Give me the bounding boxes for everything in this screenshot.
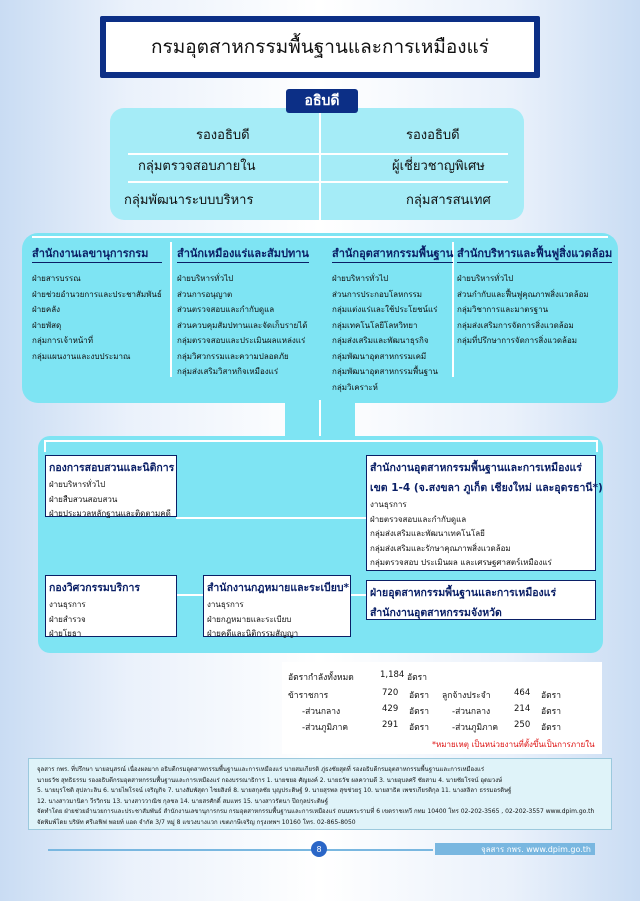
left-drop [44, 440, 46, 452]
list-item: ฝ่ายคลัง [32, 305, 61, 314]
list-item: กลุ่มส่งเสริมวิสาหกิจเหมืองแร่ [177, 367, 279, 376]
bureau-mining-list [177, 271, 309, 380]
bureau-secretary-list [32, 271, 162, 364]
regional-unit: อัตรา [409, 723, 429, 733]
list-item: งานธุรการ [49, 600, 86, 609]
provincial-line-2: สำนักงานอุตสาหกรรมจังหวัด [370, 607, 502, 619]
list-item: ฝ่ายโยธา [49, 629, 82, 638]
civil-label: ข้าราชการ [288, 691, 329, 701]
page-number: 8 [311, 841, 327, 857]
engineering-list [49, 598, 173, 642]
total-label: อัตรากำลังทั้งหมด [288, 673, 354, 683]
list-item: ฝ่ายพัสดุ [32, 320, 62, 330]
title-frame [100, 16, 540, 78]
central-unit: อัตรา [409, 707, 429, 717]
list-item: ส่วนกำกับและฟื้นฟูคุณภาพสิ่งแวดล้อม [457, 289, 589, 299]
list-item: กลุ่มแต่งแร่และใช้ประโยชน์แร่ [332, 305, 438, 314]
footnote: *หมายเหตุ เป็นหน่วยงานที่ตั้งขึ้นเป็นการภายใน [432, 740, 595, 749]
emp-regional-unit: อัตรา [541, 723, 561, 733]
list-item: ฝ่ายบริหารทั่วไป [49, 480, 106, 489]
total-unit: อัตรา [407, 673, 427, 683]
list-item: ส่วนควบคุมสัมปทานและจัดเก็บรายได้ [177, 320, 308, 330]
list-item: ฝ่ายสำรวจ [49, 614, 86, 624]
list-item: ฝ่ายบริหารทั่วไป [332, 274, 389, 283]
list-item: งานธุรการ [370, 500, 407, 509]
deputy-left: รองอธิบดี [196, 128, 250, 143]
list-item: กลุ่มที่ปรึกษาการจัดการสิ่งแวดล้อม [457, 336, 578, 345]
list-item: กลุ่มส่งเสริมและพัฒนาเทคโนโลยี [370, 529, 485, 538]
emp-central-label: -ส่วนกลาง [452, 707, 491, 717]
list-item: กลุ่มการเจ้าหน้าที่ [32, 336, 94, 345]
regional-title-2: เขต 1-4 (จ.สงขลา ภูเก็ต เชียงใหม่ และอุดรธานี*) [370, 482, 603, 494]
bureau-mining-title: สำนักเหมืองแร่และสัมปทาน [177, 244, 309, 263]
bottom-rule [48, 849, 433, 851]
admin-dev-group: กลุ่มพัฒนาระบบบริหาร [124, 193, 254, 208]
investigation-link [176, 517, 366, 519]
employee-unit: อัตรา [541, 691, 561, 701]
investigation-division [45, 455, 177, 517]
divider-top-2 [128, 181, 508, 183]
list-item: งานธุรการ [207, 600, 244, 609]
legal-title: สำนักงานกฎหมายและระเบียบ* [207, 582, 350, 594]
list-item: กลุ่มวิเคราะห์ [332, 382, 378, 392]
bureau-basic-industry-title: สำนักอุตสาหกรรมพื้นฐาน [332, 244, 453, 263]
list-item: กลุ่มแผนงานและงบประมาณ [32, 351, 131, 361]
emp-central-value: 214 [514, 704, 531, 714]
credits-box [28, 758, 612, 830]
list-item: ฝ่ายช่วยอำนวยการและประชาสัมพันธ์ [32, 289, 162, 299]
regional-title-1: สำนักงานอุตสาหกรรมพื้นฐานและการเหมืองแร่ [370, 462, 582, 474]
emp-regional-value: 250 [514, 720, 531, 730]
list-item: ส่วนตรวจสอบและกำกับดูแล [177, 305, 275, 314]
bureau-secretary-title: สำนักงานเลขานุการกรม [32, 244, 162, 263]
bureau-environment-title: สำนักบริหารและฟื้นฟูสิ่งแวดล้อม [457, 244, 612, 263]
credits-line-4: 12. นางสาวมานิดา วีรวิกรม 13. นางสาววาณิช กุลชล 14. นายสรศักดิ์ สมแทร 15. นางสาวรัตนา ปีถกุลประดิษฐ์ [37, 797, 329, 805]
legal-office [203, 575, 351, 637]
civil-value: 720 [382, 688, 399, 698]
bureau-divider-1 [170, 242, 172, 377]
list-item: กลุ่มพัฒนาอุตสาหกรรมพื้นฐาน [332, 367, 438, 376]
employee-label: ลูกจ้างประจำ [442, 691, 491, 701]
bureau-environment-list [457, 271, 612, 349]
director-general-box: อธิบดี [286, 89, 358, 113]
credits-line-1: จุลสาร กพร. ที่ปรึกษา นายอนุสรณ์ เนื่องผลมาก อธิบดีกรมอุตสาหกรรมพื้นฐานและการเหมืองแร่ นายสมเกียรติ ภู่ธงชัยสุดที่ รองอธิบดีกรมอุตสาหกรรมพื้นฐานและการเหมืองแร่ [37, 766, 485, 773]
bureau-basic-industry-list [332, 271, 453, 395]
list-item: กลุ่มวิศวกรรมและความปลอดภัย [177, 351, 289, 361]
bureau-environment [457, 244, 612, 349]
legal-list [207, 598, 347, 642]
list-item: กลุ่มส่งเสริมการจัดการสิ่งแวดล้อม [457, 320, 574, 330]
deputy-right: รองอธิบดี [406, 128, 460, 143]
list-item: ฝ่ายบริหารทั่วไป [177, 274, 234, 283]
list-item: กลุ่มส่งเสริมและพัฒนาธุรกิจ [332, 336, 429, 345]
list-item: ฝ่ายประมวลหลักฐานและติดตามคดี [49, 509, 171, 518]
list-item: กลุ่มตรวจสอบและประเมินผลแหล่งแร่ [177, 336, 306, 345]
central-label: -ส่วนกลาง [302, 707, 341, 717]
list-item: ส่วนการประกอบโลหกรรม [332, 289, 423, 299]
list-item: ฝ่ายตรวจสอบและกำกับดูแล [370, 514, 467, 524]
staffing-summary [282, 662, 602, 754]
engineering-title: กองวิศวกรรมบริการ [49, 582, 141, 594]
page-title: กรมอุตสาหกรรมพื้นฐานและการเหมืองแร่ [106, 22, 534, 72]
provincial-office [366, 580, 596, 620]
emp-central-unit: อัตรา [541, 707, 561, 717]
list-item: กลุ่มเทคโนโลยีโลหวิทยา [332, 320, 418, 330]
investigation-list [49, 478, 173, 522]
site-label: จุลสาร กพร. www.dpim.go.th [435, 843, 595, 855]
list-item: ฝ่ายบริหารทั่วไป [457, 274, 514, 283]
list-item: ฝ่ายสืบสวนสอบสวน [49, 494, 118, 504]
regional-value: 291 [382, 720, 399, 730]
provincial-line-1: ฝ่ายอุตสาหกรรมพื้นฐานและการเหมืองแร่ [370, 587, 557, 599]
regional-label: -ส่วนภูมิภาค [302, 723, 349, 733]
special-expert: ผู้เชี่ยวชาญพิเศษ [392, 159, 485, 174]
list-item: ฝ่ายสารบรรณ [32, 274, 81, 283]
total-value: 1,184 [380, 670, 405, 680]
central-value: 429 [382, 704, 399, 714]
bureau-basic-industry [332, 244, 453, 395]
employee-value: 464 [514, 688, 531, 698]
list-item: ฝ่ายกฎหมายและระเบียบ [207, 614, 292, 624]
regional-offices [366, 455, 603, 571]
emp-regional-label: -ส่วนภูมิภาค [452, 723, 499, 733]
list-item: กลุ่มตรวจสอบ ประเมินผล และเศรษฐศาสตร์เหมืองแร่ [370, 558, 552, 567]
investigation-title: กองการสอบสวนและนิติการ [49, 462, 175, 474]
credits-line-3: 5. นายบุรโชติ สุปลาะลิน 6. นายไพโรจน์ เจริญกิจ 7. นางสัมพัสุดา ไชยสิงห์ 8. นายสกุลชัย บุญประดิษฐ์ 9. นายสุรพล สุขช่วยรู 10. นายสาธิต เพชรเกียรติกุล 11. นางสลิลา ธรรมอรดิษฐ์ [37, 787, 512, 794]
bureau-secretary [32, 244, 162, 364]
bureaus-top-line [32, 236, 608, 238]
regional-list [370, 498, 592, 571]
info-group: กลุ่มสารสนเทศ [406, 193, 491, 208]
credits-line-6: จัดพิมพ์โดย บริษัท ศรีเอฟิฟ พอยท์ แอด จำกัด 3/7 หมู่ 8 แขวงบางแวก เขตภาษีเจริญ กรุงเทพฯ 10160 โทร. 02-865-8050 [37, 818, 356, 826]
right-drop [596, 440, 598, 452]
internal-audit-group: กลุ่มตรวจสอบภายใน [138, 159, 256, 174]
list-item: กลุ่มพัฒนาอุตสาหกรรมเคมี [332, 351, 427, 361]
credits-line-2: นายธวัช สุทธิธรรม รองอธิบดีกรมอุตสาหกรรมพื้นฐานและการเหมืองแร่ กองบรรณาธิการ 1. นายชยอ ศัญยงค์ 2. นายธวัช ผลความดี 3. นายอุบลศรี ชัยสาม 4. นายชัยโรจน์ อุดมวงษ์ [37, 776, 503, 784]
credits-line-5: จัดทำโดย ฝ่ายช่วยอำนวยการและประชาสัมพันธ์ สำนักงานเลขานุการกรม กรมอุตสาหกรรมพื้นฐานและการเหมืองแร่ ถนนพระรามที่ 6 เขตราชเทวี กทม 10400 โทร 02-202-3565 , 02-202-3557 www.dpim.go.th [37, 808, 595, 815]
bureau-mining [177, 244, 309, 380]
engineering-division [45, 575, 177, 637]
list-item: กลุ่มวิชาการและมาตรฐาน [457, 305, 549, 314]
list-item: กลุ่มส่งเสริมและรักษาคุณภาพสิ่งแวดล้อม [370, 543, 511, 553]
civil-unit: อัตรา [409, 691, 429, 701]
list-item: ฝ่ายคดีและนิติกรรมสัญญา [207, 629, 299, 638]
divisions-top-line [44, 440, 597, 442]
list-item: ส่วนการอนุญาต [177, 289, 233, 299]
